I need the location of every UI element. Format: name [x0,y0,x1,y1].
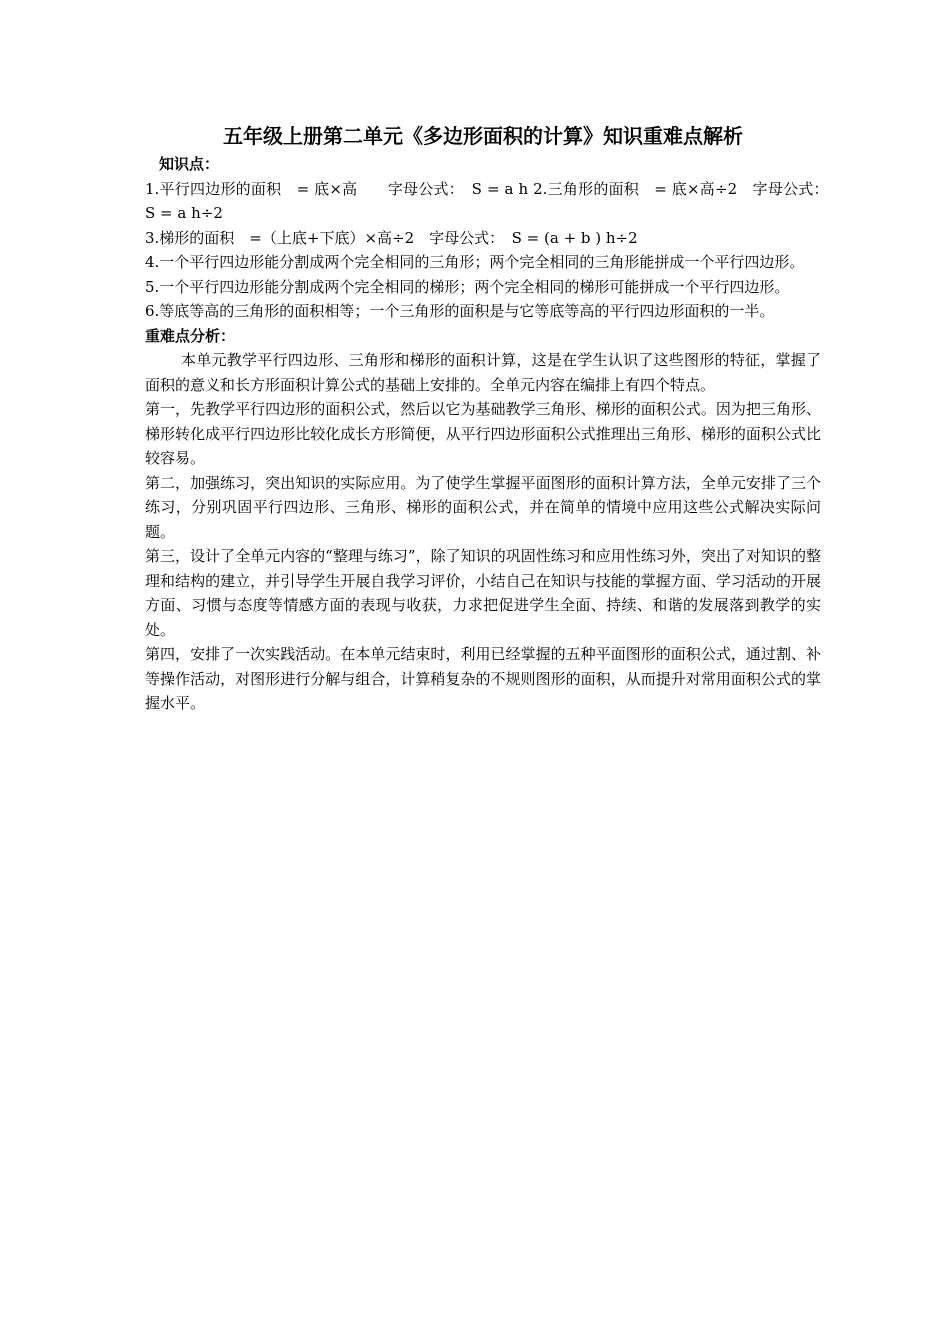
knowledge-point: 3.梯形的面积 =（上底+下底）×高÷2 字母公式： S = (a + b ) h÷2 [145,228,638,247]
document-body [145,122,837,716]
knowledge-point: 4.一个平行四边形能分割成两个完全相同的三角形；两个完全相同的三角形能拼成一个平行四边形。 [145,253,805,271]
knowledge-point: 6.等底等高的三角形的面积相等；一个三角形的面积是与它等底等高的平行四边形面积的一半。 [145,302,775,320]
analysis-heading: 重难点分析： [145,326,236,345]
analysis-intro: 本单元教学平行四边形、三角形和梯形的面积计算，这是在学生认识了这些图形的特征，掌握了面积的意义和长方形面积计算公式的基础上安排的。全单元内容在编排上有四个特点。 [145,351,821,394]
knowledge-point: 1.平行四边形的面积 = 底×高 字母公式： S = a h 2.三角形的面积 = 底×高÷2 字母公式： S = a h÷2 [145,179,837,222]
analysis-point: 第一，先教学平行四边形的面积公式，然后以它为基础教学三角形、梯形的面积公式。因为把三角形、梯形转化成平行四边形比较化成长方形简便，从平行四边形面积公式推理出三角形、梯形的面积公式比较容易。 [145,400,821,467]
analysis-point: 第三，设计了全单元内容的“整理与练习”，除了知识的巩固性练习和应用性练习外，突出了对知识的整理和结构的建立，并引导学生开展自我学习评价，小结自己在知识与技能的掌握方面、学习活动的开展方面、习惯与态度等情感方面的表现与收获，力求把促进学生全面、持续、和谐的发展落到教学的实处。 [145,547,821,639]
knowledge-point: 5.一个平行四边形能分割成两个完全相同的梯形；两个完全相同的梯形可能拼成一个平行四边形。 [145,277,790,296]
analysis-point: 第四，安排了一次实践活动。在本单元结束时，利用已经掌握的五种平面图形的面积公式，通过割、补等操作活动，对图形进行分解与组合，计算稍复杂的不规则图形的面积，从而提升对常用面积公式的掌握水平。 [145,645,821,712]
analysis-point: 第二，加强练习，突出知识的实际应用。为了使学生掌握平面图形的面积计算方法，全单元安排了三个练习，分别巩固平行四边形、三角形、梯形的面积公式，并在简单的情境中应用这些公式解决实际问题。 [145,473,821,541]
document-title: 五年级上册第二单元《多边形面积的计算》知识重难点解析 [223,124,743,148]
knowledge-heading: 知识点： [159,155,220,173]
